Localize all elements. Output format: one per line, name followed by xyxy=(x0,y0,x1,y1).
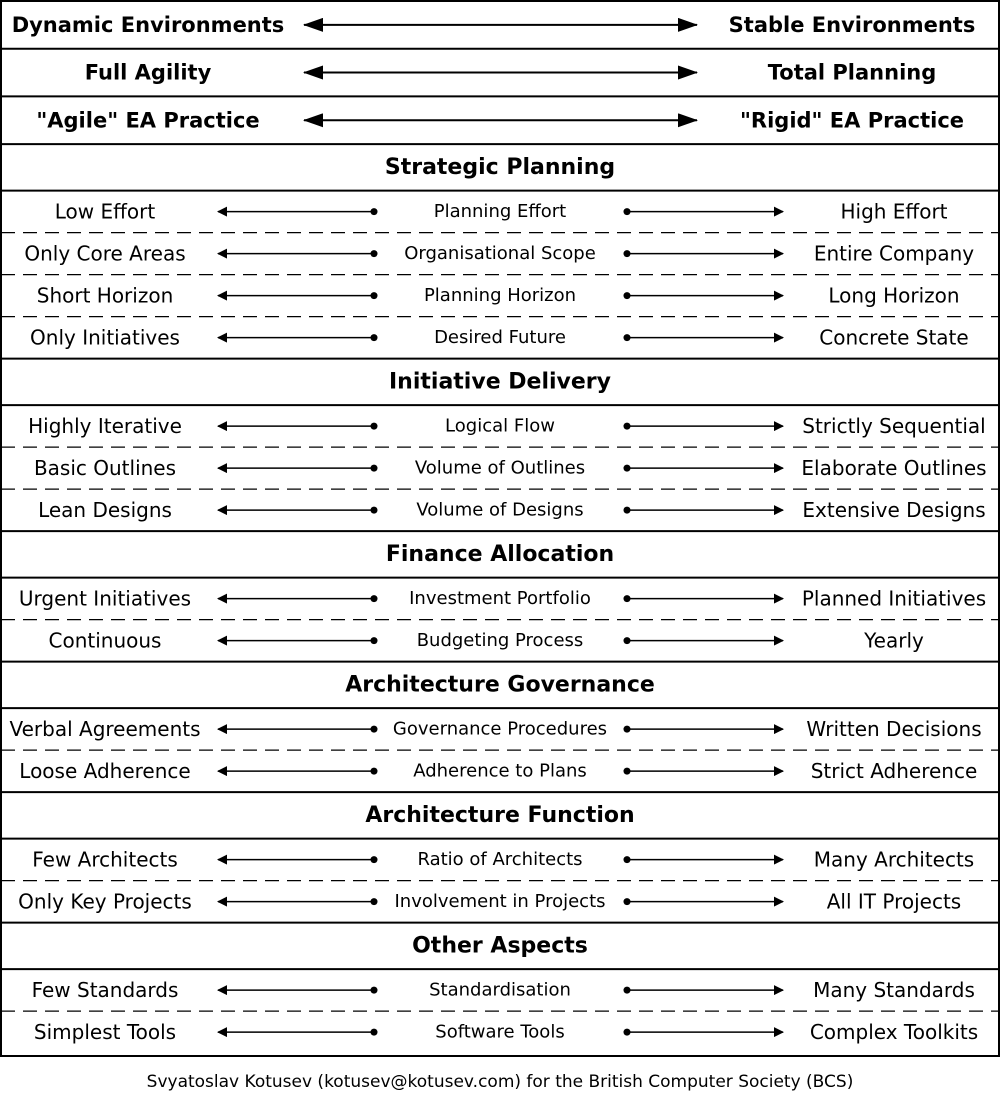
right-arrow-dot xyxy=(624,768,631,775)
aspect-name: Adherence to Plans xyxy=(413,760,587,782)
aspect-name: Governance Procedures xyxy=(392,718,608,740)
spectrum-left-label: Full Agility xyxy=(84,60,212,85)
aspect-right-label: Yearly xyxy=(864,628,924,653)
aspect-name: Logical Flow xyxy=(445,415,555,437)
aspect-left-label: Lean Designs xyxy=(38,498,172,523)
aspect-left-label: Only Initiatives xyxy=(30,325,180,350)
aspect-name: Budgeting Process xyxy=(416,630,584,652)
spectrum-right-label: Stable Environments xyxy=(728,12,976,37)
aspect-right-label: Concrete State xyxy=(819,325,969,350)
left-arrow-dot xyxy=(371,768,378,775)
right-arrow-dot xyxy=(624,637,631,644)
aspect-left-label: Verbal Agreements xyxy=(9,717,201,742)
right-arrow-dot xyxy=(624,898,631,905)
aspect-name: Desired Future xyxy=(434,327,566,349)
left-arrow-dot xyxy=(371,423,378,430)
right-arrow-dot xyxy=(624,726,631,733)
right-arrow-dot xyxy=(624,507,631,514)
right-arrow-dot xyxy=(624,423,631,430)
aspect-name: Ratio of Architects xyxy=(417,849,583,871)
aspect-right-label: Entire Company xyxy=(813,241,975,266)
left-arrow-dot xyxy=(371,292,378,299)
aspect-right-label: Many Standards xyxy=(813,978,975,1003)
aspect-right-label: Strictly Sequential xyxy=(802,414,986,439)
aspect-left-label: Loose Adherence xyxy=(19,759,191,784)
aspect-left-label: Few Standards xyxy=(31,978,179,1003)
aspect-left-label: Urgent Initiatives xyxy=(18,586,192,611)
aspect-right-label: Long Horizon xyxy=(828,283,960,308)
right-arrow-dot xyxy=(624,465,631,472)
right-arrow-dot xyxy=(624,334,631,341)
section-title: Strategic Planning xyxy=(384,154,616,180)
spectrum-right-label: "Rigid" EA Practice xyxy=(739,108,965,133)
aspect-name: Planning Horizon xyxy=(423,285,577,307)
aspect-left-label: Low Effort xyxy=(54,199,156,224)
aspect-right-label: Many Architects xyxy=(813,847,975,872)
aspect-name: Standardisation xyxy=(429,979,571,1001)
right-arrow-dot xyxy=(624,1029,631,1036)
section-title: Initiative Delivery xyxy=(389,369,611,395)
aspect-left-label: Few Architects xyxy=(32,847,178,872)
aspect-left-label: Continuous xyxy=(48,628,162,653)
aspect-left-label: Basic Outlines xyxy=(33,456,177,481)
aspect-left-label: Short Horizon xyxy=(36,283,174,308)
aspect-name: Volume of Outlines xyxy=(414,457,586,479)
section-title: Architecture Function xyxy=(365,802,635,828)
left-arrow-dot xyxy=(371,465,378,472)
aspect-right-label: Planned Initiatives xyxy=(801,586,987,611)
aspect-right-label: High Effort xyxy=(840,199,948,224)
left-arrow-dot xyxy=(371,1029,378,1036)
aspect-left-label: Only Key Projects xyxy=(18,889,192,914)
aspect-right-label: Complex Toolkits xyxy=(809,1020,979,1045)
aspect-right-label: All IT Projects xyxy=(826,889,962,914)
spectrum-right-label: Total Planning xyxy=(767,60,937,85)
left-arrow-dot xyxy=(371,987,378,994)
section-title: Finance Allocation xyxy=(385,541,615,567)
aspect-left-label: Only Core Areas xyxy=(24,241,186,266)
aspect-name: Investment Portfolio xyxy=(409,588,591,610)
left-arrow-dot xyxy=(371,250,378,257)
right-arrow-dot xyxy=(624,595,631,602)
right-arrow-dot xyxy=(624,208,631,215)
right-arrow-dot xyxy=(624,987,631,994)
aspect-name: Involvement in Projects xyxy=(394,891,606,913)
aspect-right-label: Extensive Designs xyxy=(802,498,986,523)
section-title: Other Aspects xyxy=(412,933,588,959)
left-arrow-dot xyxy=(371,637,378,644)
aspect-right-label: Elaborate Outlines xyxy=(801,456,987,481)
section-title: Architecture Governance xyxy=(345,672,655,698)
aspect-left-label: Highly Iterative xyxy=(28,414,182,439)
left-arrow-dot xyxy=(371,334,378,341)
left-arrow-dot xyxy=(371,898,378,905)
aspect-name: Volume of Designs xyxy=(416,499,584,521)
aspect-name: Planning Effort xyxy=(433,201,567,223)
aspect-right-label: Strict Adherence xyxy=(810,759,978,784)
credit-line: Svyatoslav Kotusev (kotusev@kotusev.com) for the British Computer Society (BCS) xyxy=(146,1072,854,1092)
left-arrow-dot xyxy=(371,856,378,863)
right-arrow-dot xyxy=(624,292,631,299)
aspect-left-label: Simplest Tools xyxy=(33,1020,177,1045)
left-arrow-dot xyxy=(371,507,378,514)
left-arrow-dot xyxy=(371,595,378,602)
spectrum-left-label: "Agile" EA Practice xyxy=(36,108,260,133)
aspect-name: Software Tools xyxy=(435,1021,565,1043)
aspect-right-label: Written Decisions xyxy=(806,717,982,742)
right-arrow-dot xyxy=(624,856,631,863)
left-arrow-dot xyxy=(371,726,378,733)
left-arrow-dot xyxy=(371,208,378,215)
spectrum-left-label: Dynamic Environments xyxy=(11,12,285,37)
right-arrow-dot xyxy=(624,250,631,257)
aspect-name: Organisational Scope xyxy=(404,243,596,265)
